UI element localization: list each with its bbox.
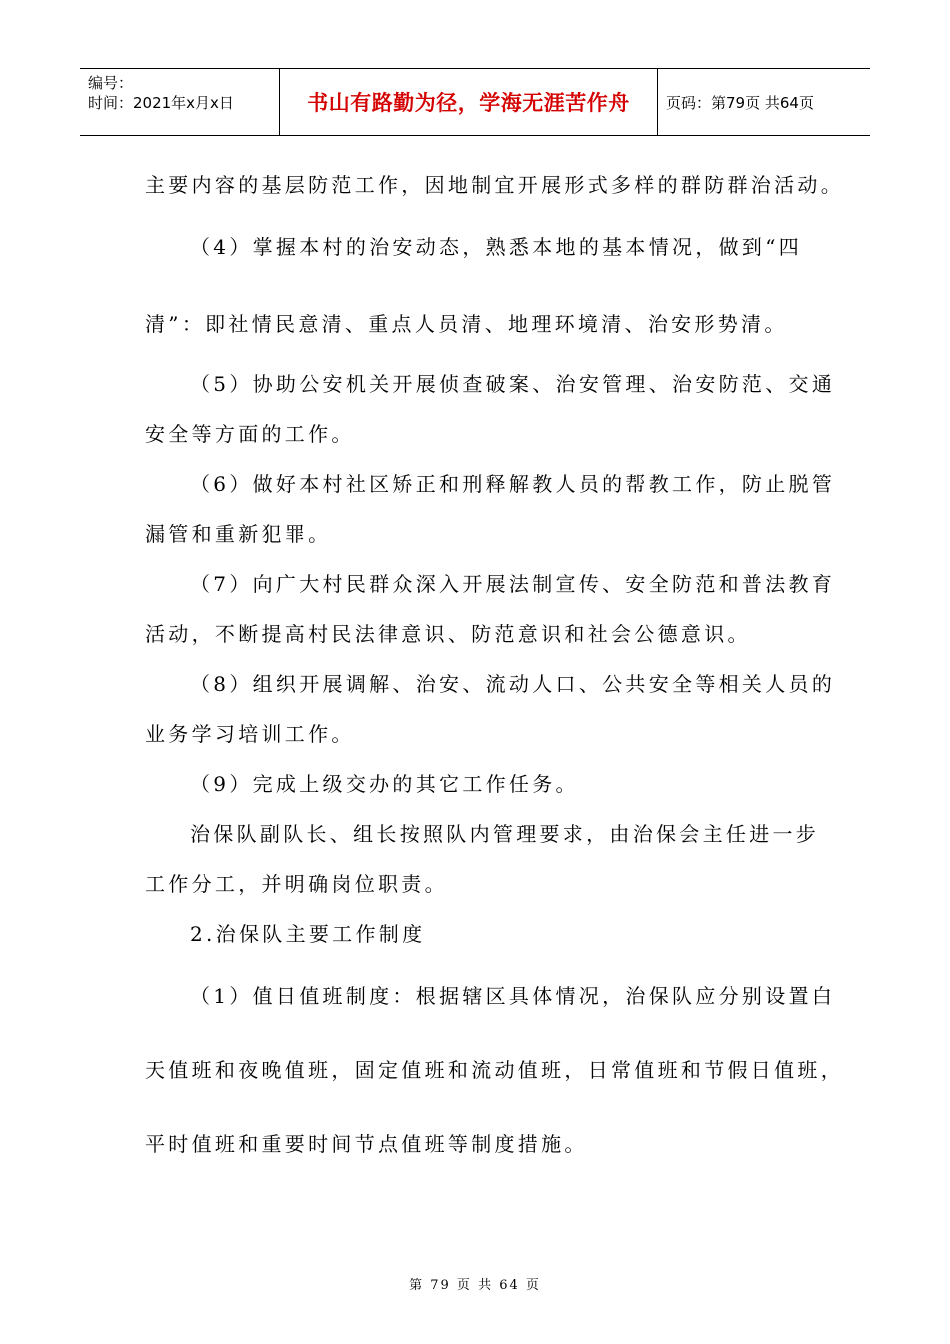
body-line: （9）完成上级交办的其它工作任务。 xyxy=(190,772,579,796)
header-page-label: 页码：第79页 共64页 xyxy=(666,93,814,112)
time-label: 时间：2021年x月x日 xyxy=(88,94,234,112)
header-motto-cell xyxy=(280,69,658,135)
serial-label: 编号： xyxy=(88,74,134,92)
body-line: （7）向广大村民群众深入开展法制宣传、安全防范和普法教育 xyxy=(190,572,836,596)
body-line: （8）组织开展调解、治安、流动人口、公共安全等相关人员的 xyxy=(190,672,836,696)
header-meta xyxy=(80,69,280,135)
header-page-cell xyxy=(658,69,870,135)
body-line: 漏管和重新犯罪。 xyxy=(145,522,332,546)
body-line: 治保队副队长、组长按照队内管理要求，由治保会主任进一步 xyxy=(190,822,820,846)
page-header xyxy=(80,68,870,136)
body-line: 业务学习培训工作。 xyxy=(145,722,355,746)
body-line: 平时值班和重要时间节点值班等制度措施。 xyxy=(145,1132,588,1156)
body-line: 工作分工，并明确岗位职责。 xyxy=(145,872,448,896)
body-line: 清”：即社情民意清、重点人员清、地理环境清、治安形势清。 xyxy=(145,312,788,336)
section-heading: 2.治保队主要工作制度 xyxy=(190,922,426,946)
body-line: 活动，不断提高村民法律意识、防范意识和社会公德意识。 xyxy=(145,622,751,646)
body-line: 安全等方面的工作。 xyxy=(145,422,355,446)
body-line: （5）协助公安机关开展侦查破案、治安管理、治安防范、交通 xyxy=(190,372,836,396)
header-motto: 书山有路勤为径，学海无涯苦作舟 xyxy=(307,91,630,115)
body-line: （4）掌握本村的治安动态，熟悉本地的基本情况，做到“四 xyxy=(190,235,803,259)
body-line: （6）做好本村社区矫正和刑释解教人员的帮教工作，防止脱管 xyxy=(190,472,836,496)
body-line: （1）值日值班制度：根据辖区具体情况，治保队应分别设置白 xyxy=(190,984,836,1008)
body-line: 主要内容的基层防范工作，因地制宜开展形式多样的群防群治活动。 xyxy=(145,173,844,197)
body-line: 天值班和夜晚值班，固定值班和流动值班，日常值班和节假日值班， xyxy=(145,1058,844,1082)
page-footer: 第 79 页 共 64 页 xyxy=(409,1278,541,1293)
